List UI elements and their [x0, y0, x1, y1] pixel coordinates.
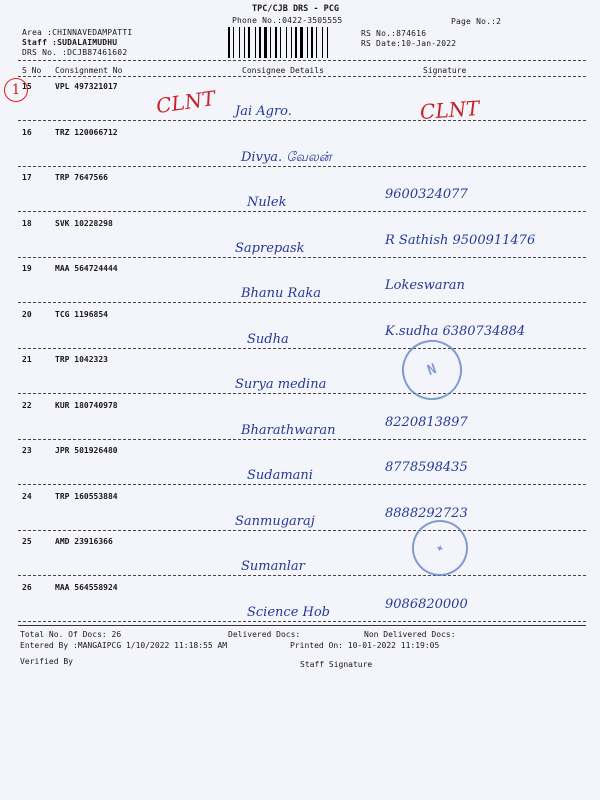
- row-divider: [18, 484, 586, 485]
- row-divider: [18, 530, 586, 531]
- row-consignment: KUR 180740978: [55, 400, 118, 410]
- row-consignee-handwritten: Sudamani: [247, 468, 313, 483]
- total-docs: Total No. Of Docs: 26: [20, 630, 122, 639]
- red-mark-right: CLNT: [419, 95, 481, 125]
- row-consignment: TRP 7647566: [55, 173, 108, 182]
- row-consignment: MAA 564724444: [55, 264, 118, 273]
- row-sno: 16: [22, 127, 32, 137]
- row-signature-handwritten: K.sudha 6380734884: [385, 323, 526, 339]
- staff-signature: Staff Signature: [300, 660, 373, 669]
- row-divider: [18, 166, 586, 167]
- row-signature-handwritten: 8220813897: [385, 414, 468, 430]
- row-consignee-handwritten: Jai Agro.: [235, 104, 292, 119]
- red-mark-left: CLNT: [154, 85, 217, 119]
- row-consignment: TRZ 120066712: [55, 127, 118, 137]
- doc-title: TPC/CJB DRS - PCG: [252, 4, 339, 14]
- row-divider: [18, 575, 586, 576]
- row-consignee-handwritten: Saprepask: [235, 240, 305, 256]
- printed-on: Printed On: 10-01-2022 11:19:05: [290, 641, 440, 650]
- row-consignee-handwritten: Sanmugaraj: [235, 513, 315, 529]
- row-consignee-handwritten: Divya. வேலன்: [241, 149, 332, 165]
- phone-number: Phone No.:0422-3505555: [232, 16, 343, 25]
- row-divider: [18, 302, 586, 303]
- row-sno: 23: [22, 446, 32, 455]
- row-consignee-handwritten: Nulek: [247, 195, 287, 210]
- column-divider: [18, 76, 586, 77]
- col-signature: Signature: [423, 66, 467, 75]
- row-divider: [18, 211, 586, 212]
- row-consignment: TCG 1196854: [55, 309, 108, 319]
- row-signature-handwritten: 9086820000: [385, 596, 468, 612]
- company-stamp-1: N: [394, 332, 471, 409]
- row-sno: 15: [22, 82, 32, 91]
- row-divider: [18, 439, 586, 440]
- row-sno: 18: [22, 218, 32, 228]
- page-number: Page No.:2: [451, 17, 502, 26]
- row-consignee-handwritten: Surya medina: [235, 377, 327, 392]
- row-consignment: SVK 10228298: [55, 218, 113, 228]
- row-signature-handwritten: Lokeswaran: [385, 278, 465, 293]
- row-sno: 24: [22, 491, 32, 501]
- row-consignment: AMD 23916366: [55, 537, 113, 546]
- entered-by: Entered By :MANGAIPCG 1/10/2022 11:18:55 AM: [20, 641, 228, 650]
- row-signature-handwritten: R Sathish 9500911476: [385, 232, 536, 248]
- company-stamp-2: ✦: [407, 515, 473, 581]
- row-divider: [18, 120, 586, 121]
- verified-by: Verified By: [20, 657, 73, 666]
- staff-label: Staff :SUDALAIMUDHU: [22, 38, 118, 47]
- row-consignment: MAA 564558924: [55, 582, 118, 592]
- row-divider: [18, 393, 586, 394]
- row-consignee-handwritten: Bhanu Raka: [241, 286, 322, 301]
- row-sno: 19: [22, 264, 32, 273]
- row-sno: 26: [22, 582, 32, 592]
- row-consignee-handwritten: Science Hob: [247, 604, 331, 620]
- row-consignment: TRP 160553884: [55, 491, 118, 501]
- circled-number: 1: [4, 78, 28, 102]
- row-sno: 21: [22, 355, 32, 364]
- footer-divider: [18, 625, 586, 626]
- row-sno: 20: [22, 309, 32, 319]
- header-divider: [18, 60, 586, 61]
- area-label: Area :CHINNAVEDAMPATTI: [22, 28, 133, 37]
- row-divider: [18, 257, 586, 258]
- rs-number: RS No.:874616: [361, 29, 427, 38]
- row-divider: [18, 348, 586, 349]
- row-signature-handwritten: 9600324077: [385, 187, 468, 202]
- row-sno: 25: [22, 537, 32, 546]
- row-sno: 22: [22, 400, 32, 410]
- col-sno: S No: [22, 66, 42, 75]
- row-consignment: JPR 501926480: [55, 446, 118, 455]
- col-consignment: Consignment No: [55, 66, 123, 75]
- row-consignee-handwritten: Bharathwaran: [241, 422, 336, 438]
- delivered-docs: Delivered Docs:: [228, 630, 301, 639]
- row-signature-handwritten: 8778598435: [385, 460, 468, 475]
- row-consignment: TRP 1042323: [55, 355, 108, 364]
- row-sno: 17: [22, 173, 32, 182]
- row-consignee-handwritten: Sudha: [247, 331, 289, 347]
- row-consignment: VPL 497321017: [55, 82, 118, 91]
- rs-date: RS Date:10-Jan-2022: [361, 39, 457, 48]
- row-divider: [18, 621, 586, 622]
- barcode-image: [228, 27, 346, 58]
- row-consignee-handwritten: Sumanlar: [241, 559, 305, 574]
- drs-number: DRS No. :DCJB87461602: [22, 48, 128, 57]
- non-delivered-docs: Non Delivered Docs:: [364, 630, 456, 639]
- row-signature-handwritten: 8888292723: [385, 505, 468, 521]
- col-consignee: Consignee Details: [242, 66, 324, 75]
